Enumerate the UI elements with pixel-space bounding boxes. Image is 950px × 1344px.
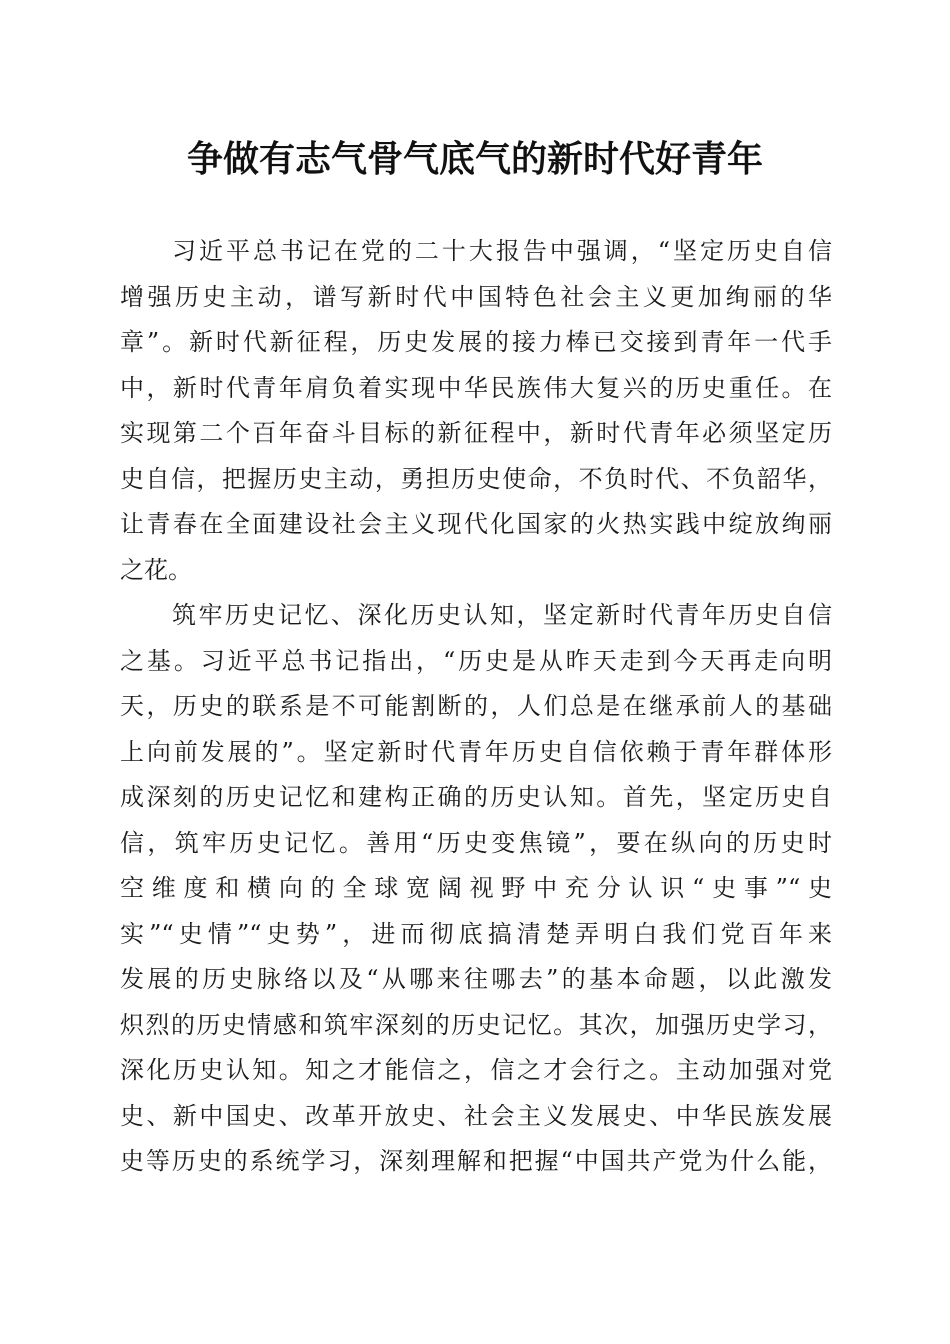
text-line: 筑牢历史记忆、深化历史认知，坚定新时代青年历史自信: [172, 601, 832, 629]
text-line: 史等历史的系统学习，深刻理解和把握“中国共产党为什么能，: [120, 1147, 832, 1175]
text-line: 深化历史认知。知之才能信之，信之才会行之。主动加强对党: [120, 1056, 832, 1084]
text-line: 中，新时代青年肩负着实现中华民族伟大复兴的历史重任。在: [120, 373, 832, 402]
paragraph-2: [120, 593, 832, 1185]
article-body: [120, 229, 832, 1185]
text-line: 让青春在全面建设社会主义现代化国家的火热实践中绽放绚丽: [120, 510, 832, 538]
text-line: 成深刻的历史记忆和建构正确的历史认知。首先，坚定历史自: [120, 783, 832, 811]
text-line: 增强历史主动，谱写新时代中国特色社会主义更加绚丽的华: [120, 282, 832, 311]
text-line: 信，筑牢历史记忆。善用“历史变焦镜”，要在纵向的历史时: [120, 828, 832, 857]
text-line: 史、新中国史、改革开放史、社会主义发展史、中华民族发展: [120, 1101, 832, 1130]
text-line: 天，历史的联系是不可能割断的，人们总是在继承前人的基础: [120, 692, 832, 720]
text-line: 史自信，把握历史主动，勇担历史使命，不负时代、不负韶华，: [120, 464, 832, 493]
text-line: 实现第二个百年奋斗目标的新征程中，新时代青年必须坚定历: [120, 419, 832, 447]
text-line: 发展的历史脉络以及“从哪来往哪去”的基本命题，以此激发: [120, 965, 832, 993]
text-line: 习近平总书记在党的二十大报告中强调，“坚定历史自信: [172, 237, 832, 265]
text-line: 上向前发展的”。坚定新时代青年历史自信依赖于青年群体形: [120, 737, 832, 766]
text-line: 之花。: [120, 555, 192, 584]
page-title: 争做有志气骨气底气的新时代好青年: [186, 138, 763, 180]
text-line: 实”“史情”“史势”，进而彻底搞清楚弄明白我们党百年来: [120, 919, 832, 948]
text-line: 章”。新时代新征程，历史发展的接力棒已交接到青年一代手: [120, 328, 832, 356]
text-line: 空维度和横向的全球宽阔视野中充分认识“史事”“史: [120, 874, 832, 902]
text-line: 炽烈的历史情感和筑牢深刻的历史记忆。其次，加强历史学习，: [120, 1010, 832, 1039]
text-line: 之基。习近平总书记指出，“历史是从昨天走到今天再走向明: [120, 646, 832, 675]
paragraph-1: [120, 229, 832, 593]
